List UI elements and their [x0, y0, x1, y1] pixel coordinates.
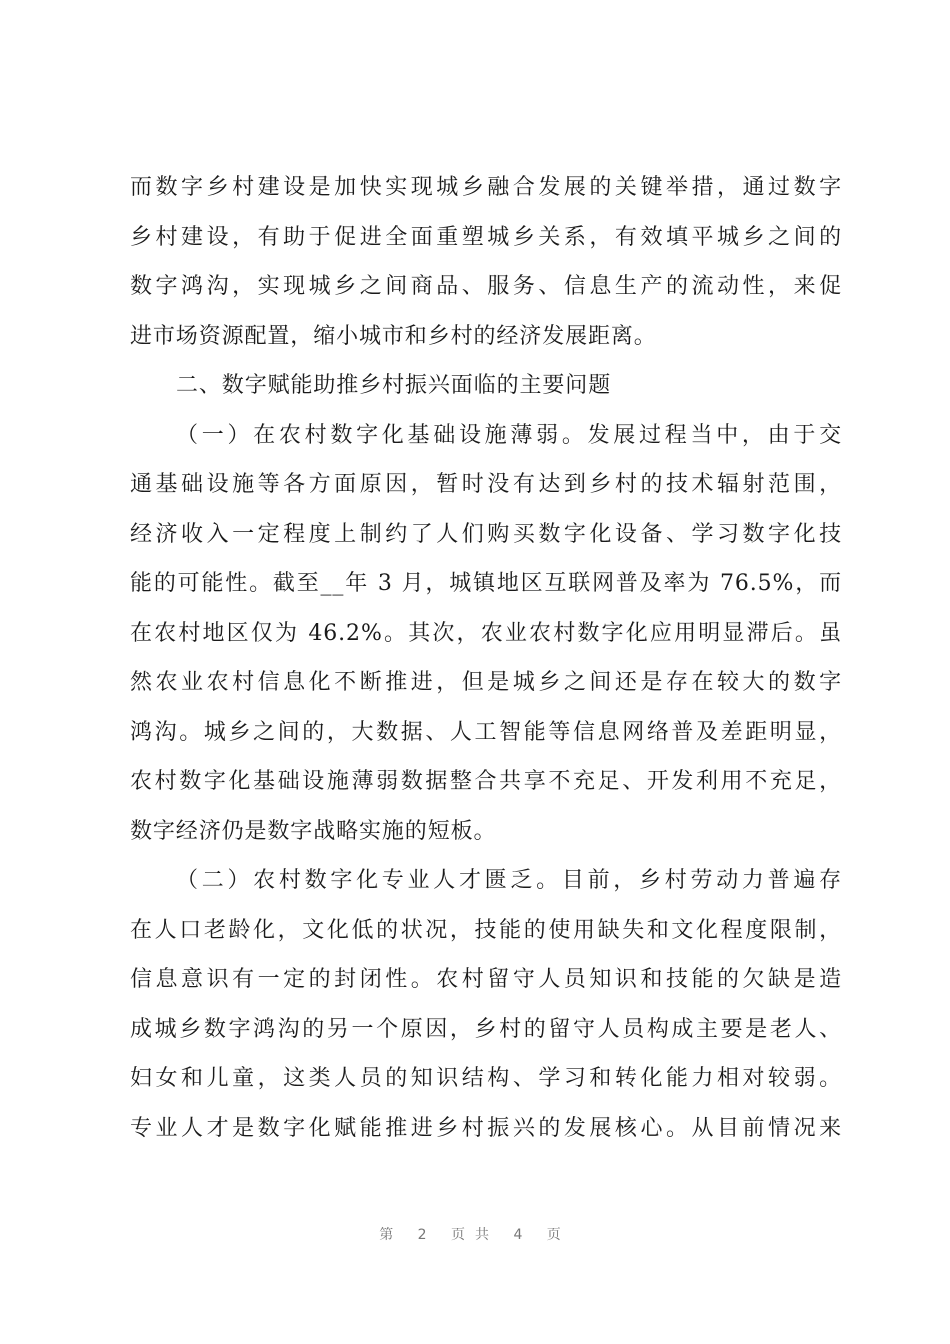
paragraph-line: 农村数字化基础设施薄弱数据整合共享不充足、开发利用不充足，: [130, 769, 842, 794]
paragraph-line: 进市场资源配置，缩小城市和乡村的经济发展距离。: [130, 323, 657, 349]
paragraph-line: 而数字乡村建设是加快实现城乡融合发展的关键举措，通过数字: [130, 175, 842, 200]
paragraph-line: 成城乡数字鸿沟的另一个原因，乡村的留守人员构成主要是老人、: [130, 1016, 842, 1042]
paragraph-line: 信息意识有一定的封闭性。农村留守人员知识和技能的欠缺是造: [130, 967, 842, 992]
paragraph-line: 鸿沟。城乡之间的，大数据、人工智能等信息网络普及差距明显，: [130, 719, 842, 745]
paragraph-line: 专业人才是数字化赋能推进乡村振兴的发展核心。从目前情况来: [130, 1115, 842, 1141]
paragraph-line: （二）农村数字化专业人才匮乏。目前，乡村劳动力普遍存: [176, 868, 842, 893]
paragraph-line: 经济收入一定程度上制约了人们购买数字化设备、学习数字化技: [130, 521, 842, 547]
paragraph-line: 妇女和儿童，这类人员的知识结构、学习和转化能力相对较弱。: [130, 1066, 842, 1091]
page-footer: 第 2 页共 4 页: [379, 1227, 571, 1243]
section-heading: 二、数字赋能助推乡村振兴面临的主要问题: [176, 373, 612, 398]
paragraph-line: 在人口老龄化，文化低的状况，技能的使用缺失和文化程度限制，: [130, 917, 842, 943]
paragraph-line: 数字鸿沟，实现城乡之间商品、服务、信息生产的流动性，来促: [130, 274, 842, 299]
paragraph-line: （一）在农村数字化基础设施薄弱。发展过程当中，由于交: [176, 422, 842, 448]
body-text: [130, 163, 842, 1153]
paragraph-line: 在农村地区仅为 46.2%。其次，农业农村数字化应用明显滞后。虽: [130, 620, 842, 646]
paragraph-line: 乡村建设，有助于促进全面重塑城乡关系，有效填平城乡之间的: [130, 224, 842, 250]
paragraph-line: 然农业农村信息化不断推进，但是城乡之间还是存在较大的数字: [130, 670, 842, 695]
paragraph-line: 数字经济仍是数字战略实施的短板。: [130, 818, 497, 844]
paragraph-line: 通基础设施等各方面原因，暂时没有达到乡村的技术辐射范围，: [130, 472, 842, 497]
paragraph-line: 能的可能性。截至__年 3 月，城镇地区互联网普及率为 76.5%，而: [130, 571, 842, 596]
